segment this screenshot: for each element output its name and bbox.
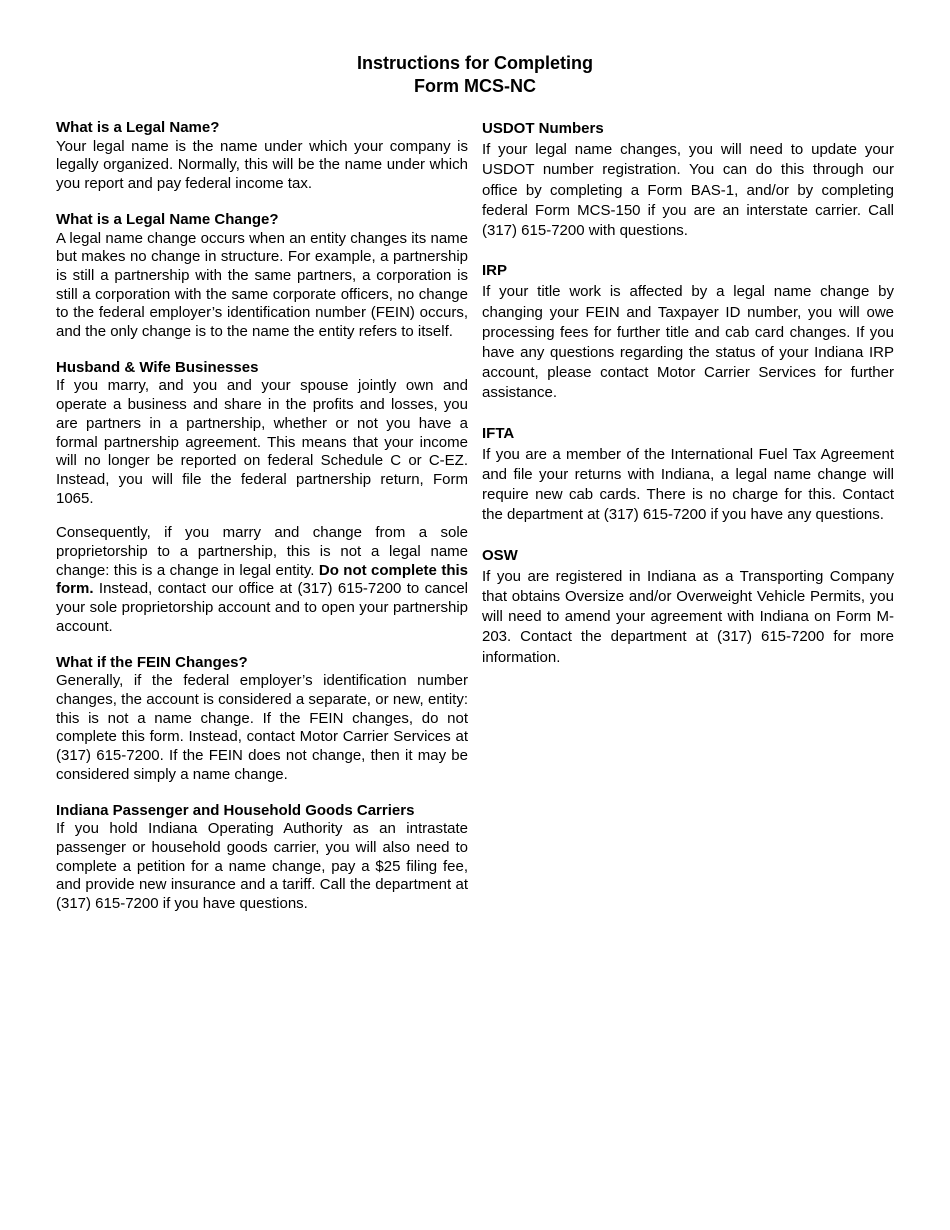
body-text: Instead, contact our office at (317) 615-7200 to cancel your sole proprietorship account and to open your partnership account. [56,580,468,635]
right-column [482,119,894,688]
section-body: If you are a member of the International Fuel Tax Agreement and file your returns with Indiana, a legal name change will require new cab cards. There is no charge for this. Contact the department at (317) 615-7200 if you have any questions. [482,445,894,524]
section-legal-name-change [56,211,468,342]
section-heading: What is a Legal Name? [56,119,220,136]
section-body: Generally, if the federal employer’s identification number changes, the account is considered a separate, or new, entity: this is not a name change. If the FEIN changes, do not complete this form. Instead, contact Motor Carrier Services at (317) 615-7200. If the FEIN does not change, then it may be considered simply a name change. [56,672,468,783]
body-text: Consequently, if you marry and change from a sole proprietorship to a partnership, this is not a legal name change: this is a change in legal entity. [56,524,468,579]
section-body: If you marry, and you and your spouse jointly own and operate a business and share in the profits and losses, you are partners in a partnership, whether or not you have a formal partnership agreement. This means that your income will no longer be reported on federal Schedule C or C-EZ. Instead, you will file the federal partnership return, Form 1065. [56,377,468,507]
section-heading: OSW [482,546,518,564]
section-husband-wife [56,359,468,637]
title-line-2: Form MCS-NC [414,76,536,96]
section-fein-changes [56,654,468,785]
section-heading: Husband & Wife Businesses [56,358,259,376]
section-heading: What is a Legal Name Change? [56,210,279,228]
section-heading: IFTA [482,424,515,442]
document-title [0,52,950,98]
section-body-consequently [56,524,468,636]
section-irp [482,261,894,403]
do-not-complete-warning: Do not complete this form. [56,561,468,598]
section-body: If your title work is affected by a legal name change by changing your FEIN and Taxpayer ID number, you will owe processing fees for further title and cab card changes. If you have any questions regarding the status of your Indiana IRP account, please contact Motor Carrier Services for further assistance. [482,283,894,402]
section-body: If you hold Indiana Operating Authority as an intrastate passenger or household goods carrier, you will also need to complete a petition for a name change, pay a $25 filing fee, and provide new insurance and a tariff. Call the department at (317) 615-7200 if you have questions. [56,820,468,913]
section-heading: USDOT Numbers [482,120,604,137]
left-column [56,119,468,931]
section-heading: What if the FEIN Changes? [56,653,248,671]
section-usdot [482,119,894,241]
section-heading: Indiana Passenger and Household Goods Carriers [56,801,415,819]
title-line-1: Instructions for Completing [357,53,593,73]
section-body: If your legal name changes, you will need to update your USDOT number registration. You can do this through our office by completing a Form BAS-1, and/or by completing federal Form MCS-150 if you are an interstate carrier. Call (317) 615-7200 with questions. [482,141,894,240]
section-heading: IRP [482,262,508,280]
section-ifta [482,424,894,526]
section-osw [482,546,894,668]
section-body: If you are registered in Indiana as a Transporting Company that obtains Oversize and/or Overweight Vehicle Permits, you will need to amend your agreement with Indiana on Form M-203. Contact the department at (317) 615-7200 for more information. [482,567,894,666]
section-body: Your legal name is the name under which your company is legally organized. Normally, this will be the name under which you report and pay federal income tax. [56,137,468,193]
section-passenger-household [56,802,468,914]
section-legal-name [56,119,468,194]
paragraph-gap [56,508,468,524]
section-body: A legal name change occurs when an entity changes its name but makes no change in structure. For example, a partnership is still a partnership with the same partners, a corporation is still a corporation with the same corporate officers, no change to the federal employer’s identification number (FEIN) occurs, and the only change is to the name the entity refers to itself. [56,229,468,341]
